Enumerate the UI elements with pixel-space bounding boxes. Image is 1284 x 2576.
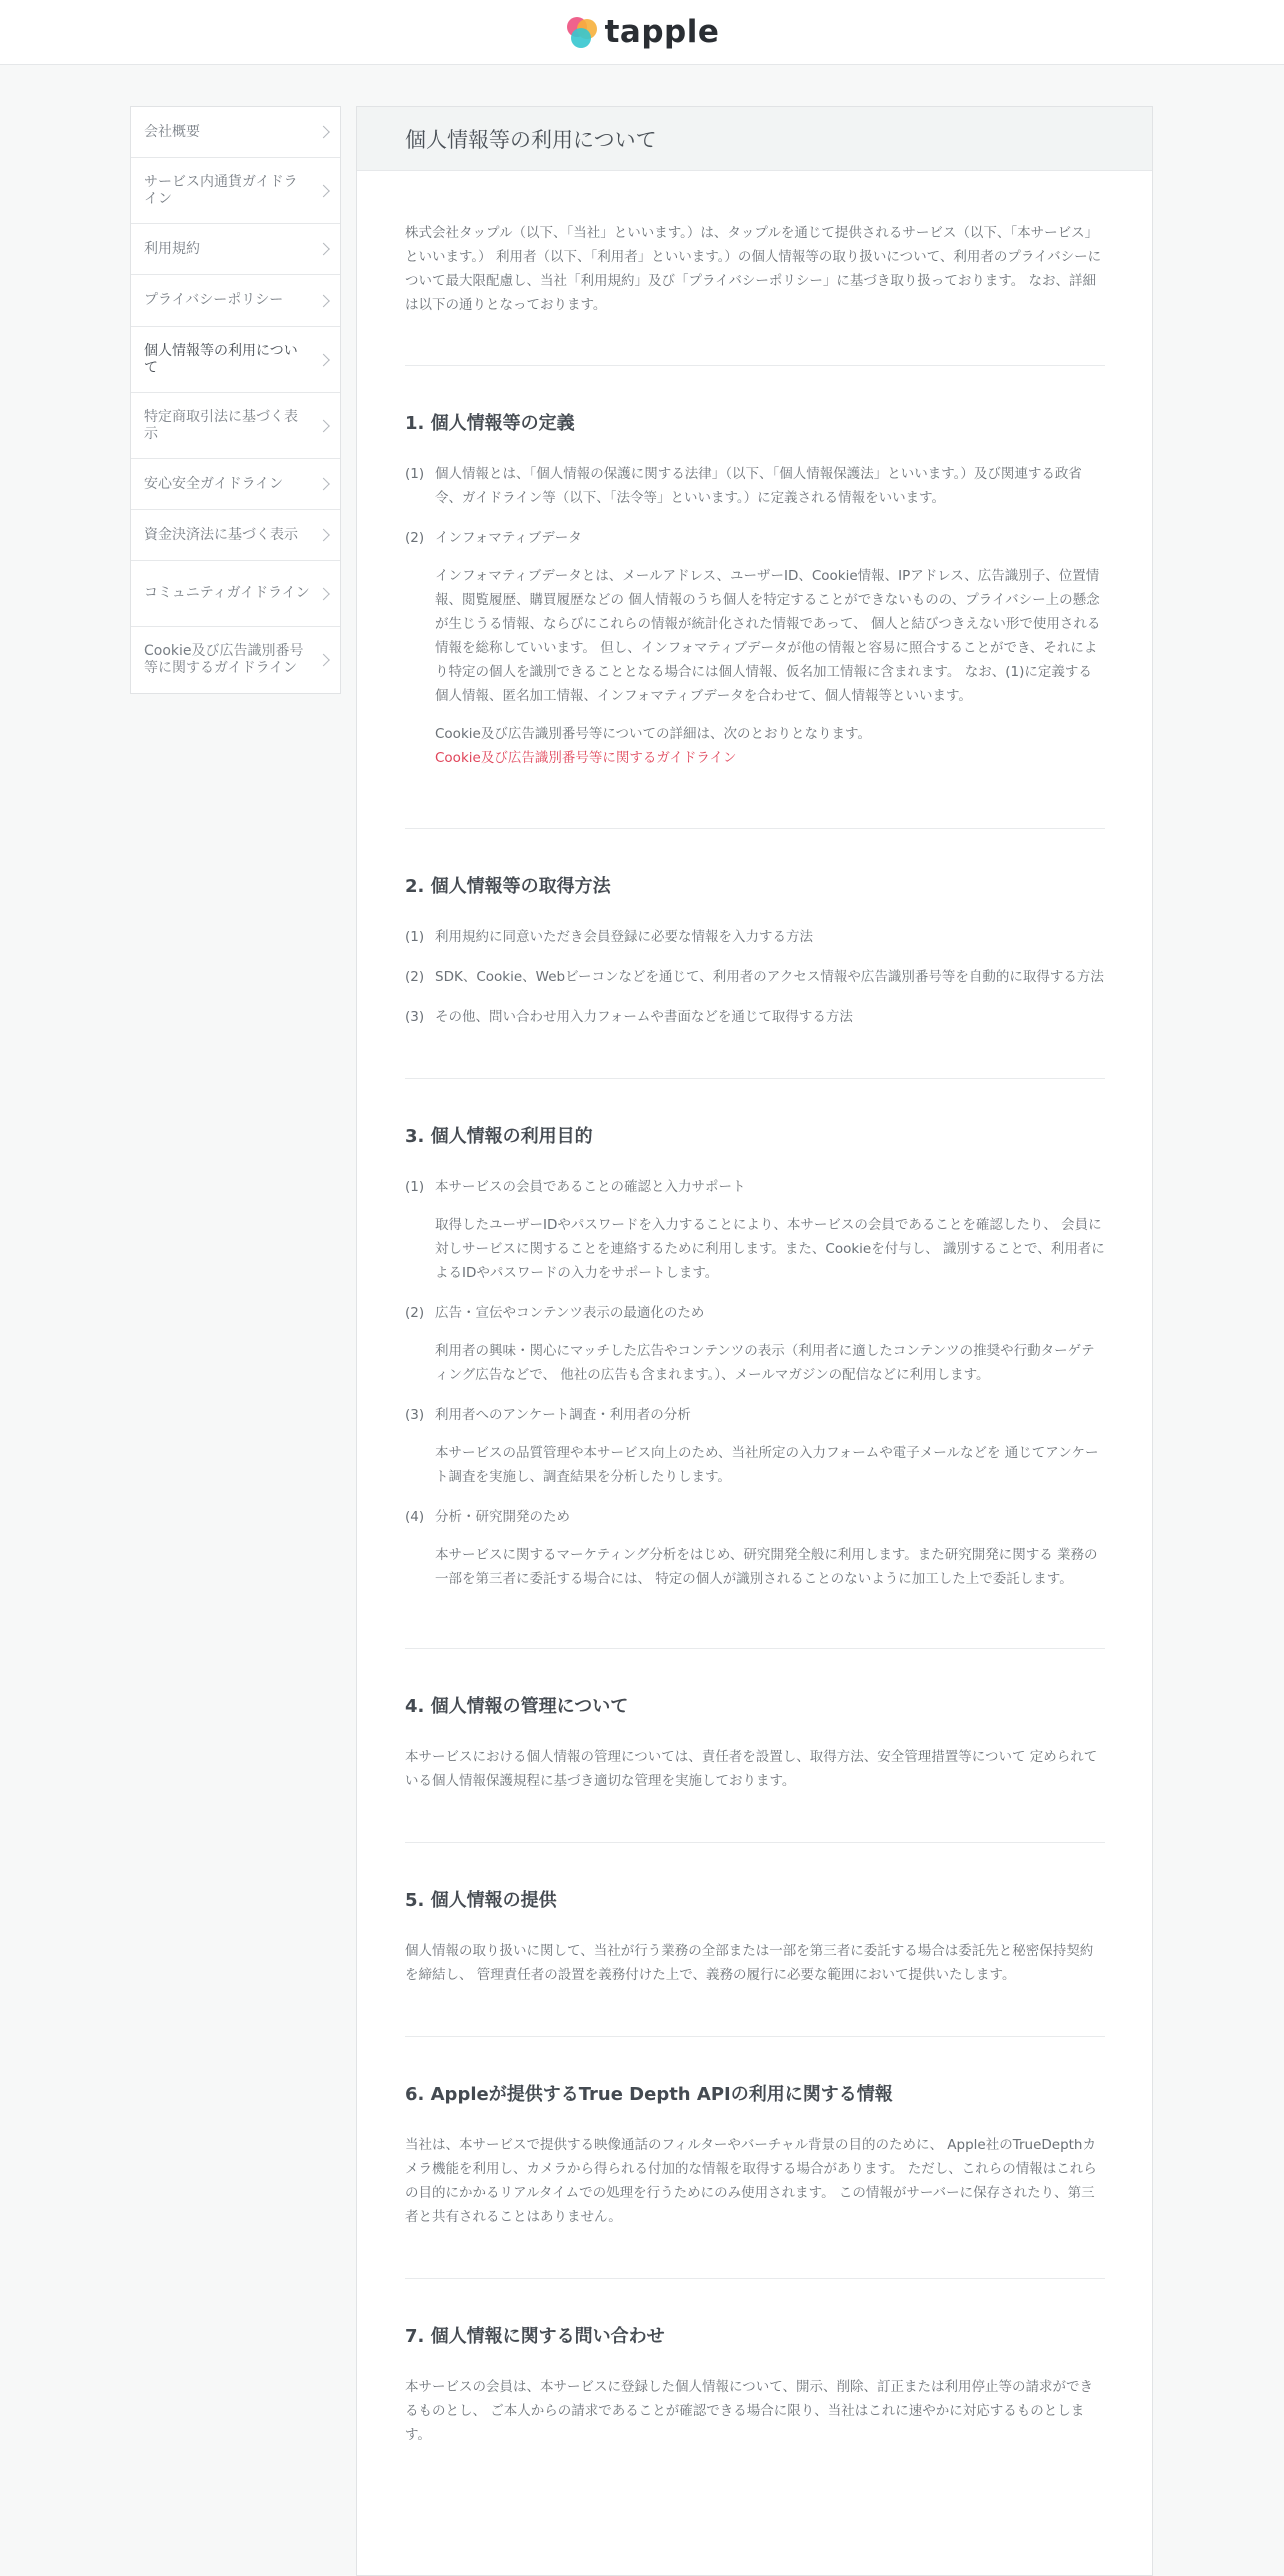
item-number: (2) [405, 969, 425, 985]
sidebar-item-community-guideline[interactable] [131, 561, 340, 627]
sidebar-item-payment-law[interactable] [131, 510, 340, 561]
section-purpose [405, 1078, 1105, 1591]
list-item [405, 1403, 1105, 1427]
cookie-note-text: Cookie及び広告識別番号等についての詳細は、次のとおりとなります。 [435, 726, 871, 742]
logo-text: tapple [604, 14, 720, 50]
sidebar-nav [130, 106, 341, 694]
section-acquisition [405, 828, 1105, 1029]
sidebar-item-label: 個人情報等の利用について [144, 342, 298, 376]
chevron-right-icon [317, 243, 330, 256]
item-number: (2) [405, 530, 425, 546]
section-title: 5. 個人情報の提供 [405, 1890, 557, 1911]
list-item [405, 1175, 1105, 1199]
item-text: 広告・宣伝やコンテンツ表示の最適化のため [435, 1305, 705, 1321]
list-item [405, 1005, 1105, 1029]
sidebar-item-company[interactable] [131, 107, 340, 158]
page-title: 個人情報等の利用について [357, 107, 1152, 171]
chevron-right-icon [317, 419, 330, 432]
informative-data-description: インフォマティブデータとは、メールアドレス、ユーザーID、Cookie情報、IPアドレス、広告識別子、位置情報、閲覧履歴、購買履歴などの 個人情報のうち個人を特定することができないものの、プライバシー上の懸念が生じうる情報、ならびにこれらの情報が統計化された情報であって、 個人と結びつきえない形で使用される情報を総称していいます。 但し、インフォマティブデータが他の情報と容易に照合することができ、それにより特定の個人を識別できることとなる場合には個人情報、仮名加工情報に含まれます。 なお、(1)に定義する個人情報、匿名加工情報、インフォマティブデータを合わせて、個人情報等といいます。 [435, 568, 1101, 704]
item-detail: 取得したユーザーIDやパスワードを入力することにより、本サービスの会員であることを確認したり、 会員に対しサービスに関することを連絡するために利用します。また、Cookieを付与し、 識別することで、利用者によるIDやパスワードの入力をサポートします。 [435, 1217, 1105, 1281]
cookie-guideline-link[interactable]: Cookie及び広告識別番号等に関するガイドライン [435, 750, 737, 766]
item-text: インフォマティブデータ [435, 530, 582, 546]
item-text: 利用規約に同意いただき会員登録に必要な情報を入力する方法 [435, 929, 813, 945]
sidebar-item-commercial-law[interactable] [131, 393, 340, 459]
list-item [405, 1301, 1105, 1325]
list-item [405, 1505, 1105, 1529]
logo-mark-icon [565, 15, 599, 49]
section-definition [405, 365, 1105, 770]
section-provision [405, 1842, 1105, 1987]
chevron-right-icon [317, 478, 330, 491]
section-text: 個人情報の取り扱いに関して、当社が行う業務の全部または一部を第三者に委託する場合は委託先と秘密保持契約を締結し、 管理責任者の設置を義務付けた上で、義務の履行に必要な範囲において提供いたします。 [405, 1943, 1094, 1983]
main-content [356, 106, 1153, 2576]
item-detail: 利用者の興味・関心にマッチした広告やコンテンツの表示（利用者に適したコンテンツの推奨や行動ターゲティング広告などで、 他社の広告も含まれます。）、メールマガジンの配信などに利用します。 [435, 1343, 1095, 1383]
section-inquiry [405, 2278, 1105, 2447]
sidebar-item-cookie-guideline[interactable] [131, 627, 340, 693]
item-text: その他、問い合わせ用入力フォームや書面などを通じて取得する方法 [435, 1009, 853, 1025]
item-number: (2) [405, 1305, 425, 1321]
sidebar-item-label: サービス内通貨ガイドライン [144, 173, 298, 207]
sidebar-item-label: 利用規約 [144, 240, 200, 257]
item-text: 本サービスの会員であることの確認と入力サポート [435, 1179, 746, 1195]
item-detail: 本サービスに関するマーケティング分析をはじめ、研究開発全般に利用します。また研究開発に関する 業務の一部を第三者に委託する場合には、 特定の個人が識別されることのないように加工した上で委託します。 [435, 1547, 1098, 1587]
sidebar-item-label: 資金決済法に基づく表示 [144, 526, 298, 543]
sidebar-item-label: プライバシーポリシー [144, 292, 284, 308]
sidebar-item-label: 安心安全ガイドライン [144, 475, 284, 492]
chevron-right-icon [317, 353, 330, 366]
item-text: 分析・研究開発のため [435, 1509, 570, 1525]
item-number: (1) [405, 1179, 425, 1195]
sidebar-item-label: 特定商取引法に基づく表示 [144, 408, 298, 442]
item-number: (1) [405, 929, 425, 945]
section-title: 7. 個人情報に関する問い合わせ [405, 2326, 665, 2347]
section-truedepth [405, 2036, 1105, 2229]
chevron-right-icon [317, 654, 330, 667]
list-item [405, 526, 1105, 550]
section-title: 6. Appleが提供するTrue Depth APIの利用に関する情報 [405, 2084, 893, 2105]
item-number: (1) [405, 466, 425, 482]
cookie-note [435, 722, 1105, 770]
section-text: 当社は、本サービスで提供する映像通話のフィルターやバーチャル背景の目的のために、 Apple社のTrueDepthカメラ機能を利用し、カメラから得られる付加的な情報を取得する場合があります。 ただし、これらの情報はこれらの目的にかかるリアルタイムでの処理を行うためにのみ使用されます。 この情報がサーバーに保存されたり、第三者と共有されることはありません。 [405, 2137, 1097, 2225]
item-number: (3) [405, 1407, 425, 1423]
item-detail: 本サービスの品質管理や本サービス向上のため、当社所定の入力フォームや電子メールなどを 通じてアンケート調査を実施し、調査結果を分析したりします。 [435, 1445, 1099, 1485]
chevron-right-icon [317, 184, 330, 197]
item-number: (3) [405, 1009, 425, 1025]
section-text: 本サービスの会員は、本サービスに登録した個人情報について、開示、削除、訂正または利用停止等の請求ができるものとし、 ご本人からの請求であることが確認できる場合に限り、当社はこれに速やかに対応するものとします。 [405, 2379, 1093, 2443]
section-title: 3. 個人情報の利用目的 [405, 1126, 593, 1147]
item-text: 個人情報とは、「個人情報の保護に関する法律」（以下、「個人情報保護法」といいます。）及び関連する政省令、ガイドライン等（以下、「法令等」といいます。）に定義される情報をいいます。 [435, 466, 1082, 506]
intro-paragraph: 株式会社タップル（以下、「当社」といいます。）は、タップルを通じて提供されるサービス（以下、「本サービス」といいます。） 利用者（以下、「利用者」といいます。）の個人情報等の取り扱いについて、利用者のプライバシーについて最大限配慮し、当社「利用規約」及び「プライバシーポリシー」に基づき取り扱っております。 なお、詳細は以下の通りとなっております。 [405, 225, 1102, 313]
tapple-logo[interactable] [565, 14, 720, 50]
section-title: 4. 個人情報の管理について [405, 1696, 629, 1717]
sidebar-item-label: コミュニティガイドライン [144, 585, 310, 601]
sidebar-item-privacy-policy[interactable] [131, 275, 340, 327]
sidebar-item-personal-info[interactable] [131, 327, 340, 393]
section-title: 2. 個人情報等の取得方法 [405, 876, 611, 897]
sidebar-item-safety-guideline[interactable] [131, 459, 340, 510]
section-title: 1. 個人情報等の定義 [405, 413, 575, 434]
section-management [405, 1648, 1105, 1793]
list-item [405, 462, 1105, 510]
sidebar-item-label: Cookie及び広告識別番号等に関するガイドライン [144, 643, 304, 676]
sidebar-item-label: 会社概要 [144, 123, 200, 140]
site-header [0, 0, 1284, 65]
section-text: 本サービスにおける個人情報の管理については、責任者を設置し、取得方法、安全管理措置等について 定められている個人情報保護規程に基づき適切な管理を実施しております。 [405, 1749, 1098, 1789]
list-item [405, 925, 1105, 949]
sidebar-item-terms[interactable] [131, 224, 340, 275]
chevron-right-icon [317, 126, 330, 139]
sidebar-item-currency-guideline[interactable] [131, 158, 340, 224]
item-number: (4) [405, 1509, 425, 1525]
chevron-right-icon [317, 587, 330, 600]
list-item [405, 965, 1105, 989]
item-text: 利用者へのアンケート調査・利用者の分析 [435, 1407, 691, 1423]
item-text: SDK、Cookie、Webビーコンなどを通じて、利用者のアクセス情報や広告識別番号等を自動的に取得する方法 [435, 969, 1104, 985]
chevron-right-icon [317, 529, 330, 542]
chevron-right-icon [317, 294, 330, 307]
